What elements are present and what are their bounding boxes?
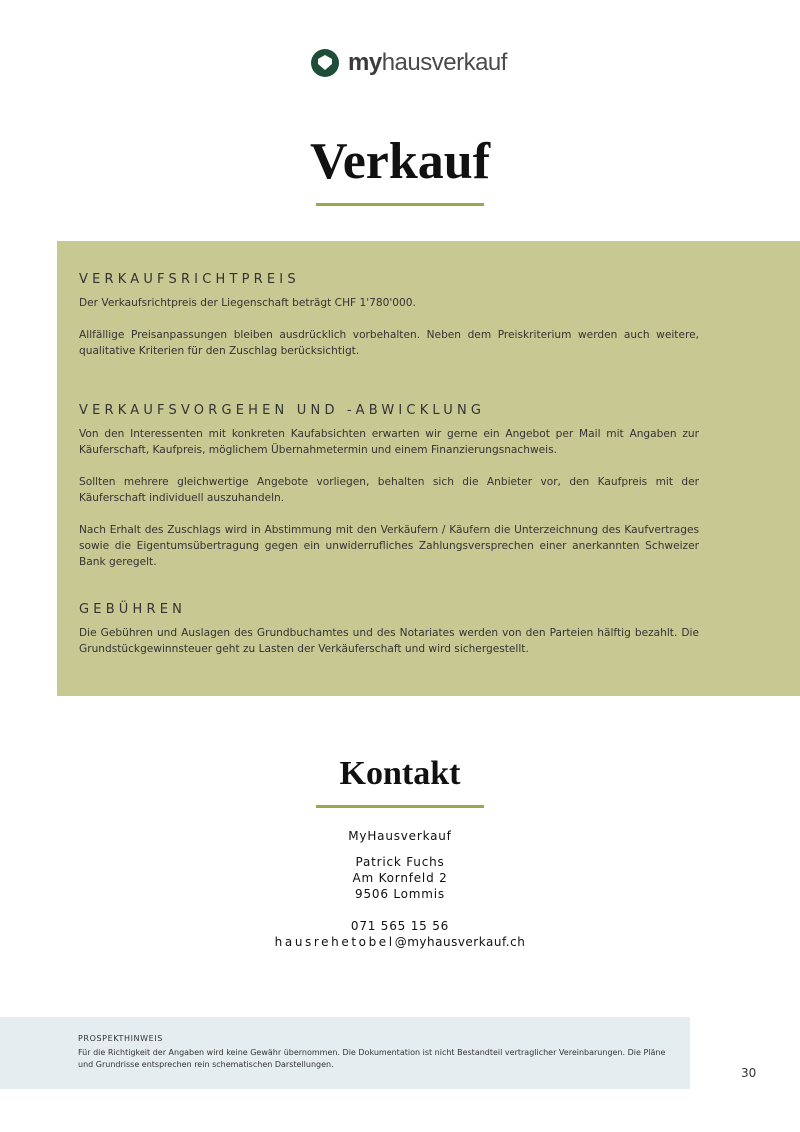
- disclaimer-box: [0, 1017, 690, 1089]
- disclaimer-title: PROSPEKTHINWEIS: [78, 1034, 163, 1043]
- paragraph: Von den Interessenten mit konkreten Kaufabsichten erwarten wir gerne ein Angebot per Mail mit Angaben zur Käuferschaft, Kaufpreis, möglichem Übernahmetermin und einem Finanzierungsnachweis.: [79, 428, 699, 456]
- contact-block: [0, 828, 800, 950]
- paragraph: Allfällige Preisanpassungen bleiben ausdrücklich vorbehalten. Neben dem Preiskriterium werden auch weitere, qualitative Kriterien für den Zuschlag berücksichtigt.: [79, 329, 699, 357]
- contact-company: MyHausverkauf: [348, 829, 452, 843]
- section-verkaufsvorgehen: [79, 403, 699, 586]
- contact-phone[interactable]: 071 565 15 56: [350, 919, 450, 933]
- logo-mark-icon: [310, 48, 340, 78]
- disclaimer-text: Für die Richtigkeit der Angaben wird keine Gewähr übernommen. Die Dokumentation ist nicht Bestandteil vertraglicher Vereinbarungen. Die Pläne und Grundrisse entsprechen rein schematischen Darstellungen.: [78, 1048, 666, 1069]
- section-title: VERKAUFSRICHTPREIS: [79, 272, 300, 287]
- section-gebuehren: [79, 602, 699, 673]
- title-underline: [316, 203, 484, 206]
- section-verkaufsrichtpreis: [79, 272, 699, 375]
- logo[interactable]: [310, 48, 507, 78]
- section-title: GEBÜHREN: [79, 602, 187, 617]
- contact-email-link[interactable]: hausrehetobel@myhausverkauf.ch: [274, 935, 526, 949]
- paragraph: Sollten mehrere gleichwertige Angebote vorliegen, behalten sich die Anbieter vor, den Kaufpreis mit der Käuferschaft individuell auszuhandeln.: [79, 476, 699, 504]
- page-title: Verkauf: [309, 133, 491, 190]
- contact-title: Kontakt: [339, 755, 461, 792]
- contact-name: Patrick Fuchs: [355, 855, 445, 869]
- section-title: VERKAUFSVORGEHEN UND -ABWICKLUNG: [79, 403, 486, 418]
- contact-underline: [316, 805, 484, 808]
- sales-info-panel: [57, 241, 800, 696]
- paragraph: Die Gebühren und Auslagen des Grundbuchamtes und des Notariates werden von den Parteien hälftig bezahlt. Die Grundstückgewinnsteuer geht zu Lasten der Verkäuferschaft und wird sichergestellt.: [79, 627, 699, 655]
- paragraph: Der Verkaufsrichtpreis der Liegenschaft beträgt CHF 1'780'000.: [79, 297, 416, 309]
- logo-wordmark: myhausverkauf: [348, 49, 507, 76]
- page-number: 30: [741, 1066, 757, 1080]
- contact-city: 9506 Lommis: [355, 887, 445, 901]
- contact-street: Am Kornfeld 2: [352, 871, 448, 885]
- paragraph: Nach Erhalt des Zuschlags wird in Abstimmung mit den Verkäufern / Käufern die Unterzeichnung des Kaufvertrages sowie die Eigentumsübertragung gegen ein unwiderrufliches Zahlungsversprechen einer anerkannten Schweizer Bank geregelt.: [79, 524, 699, 568]
